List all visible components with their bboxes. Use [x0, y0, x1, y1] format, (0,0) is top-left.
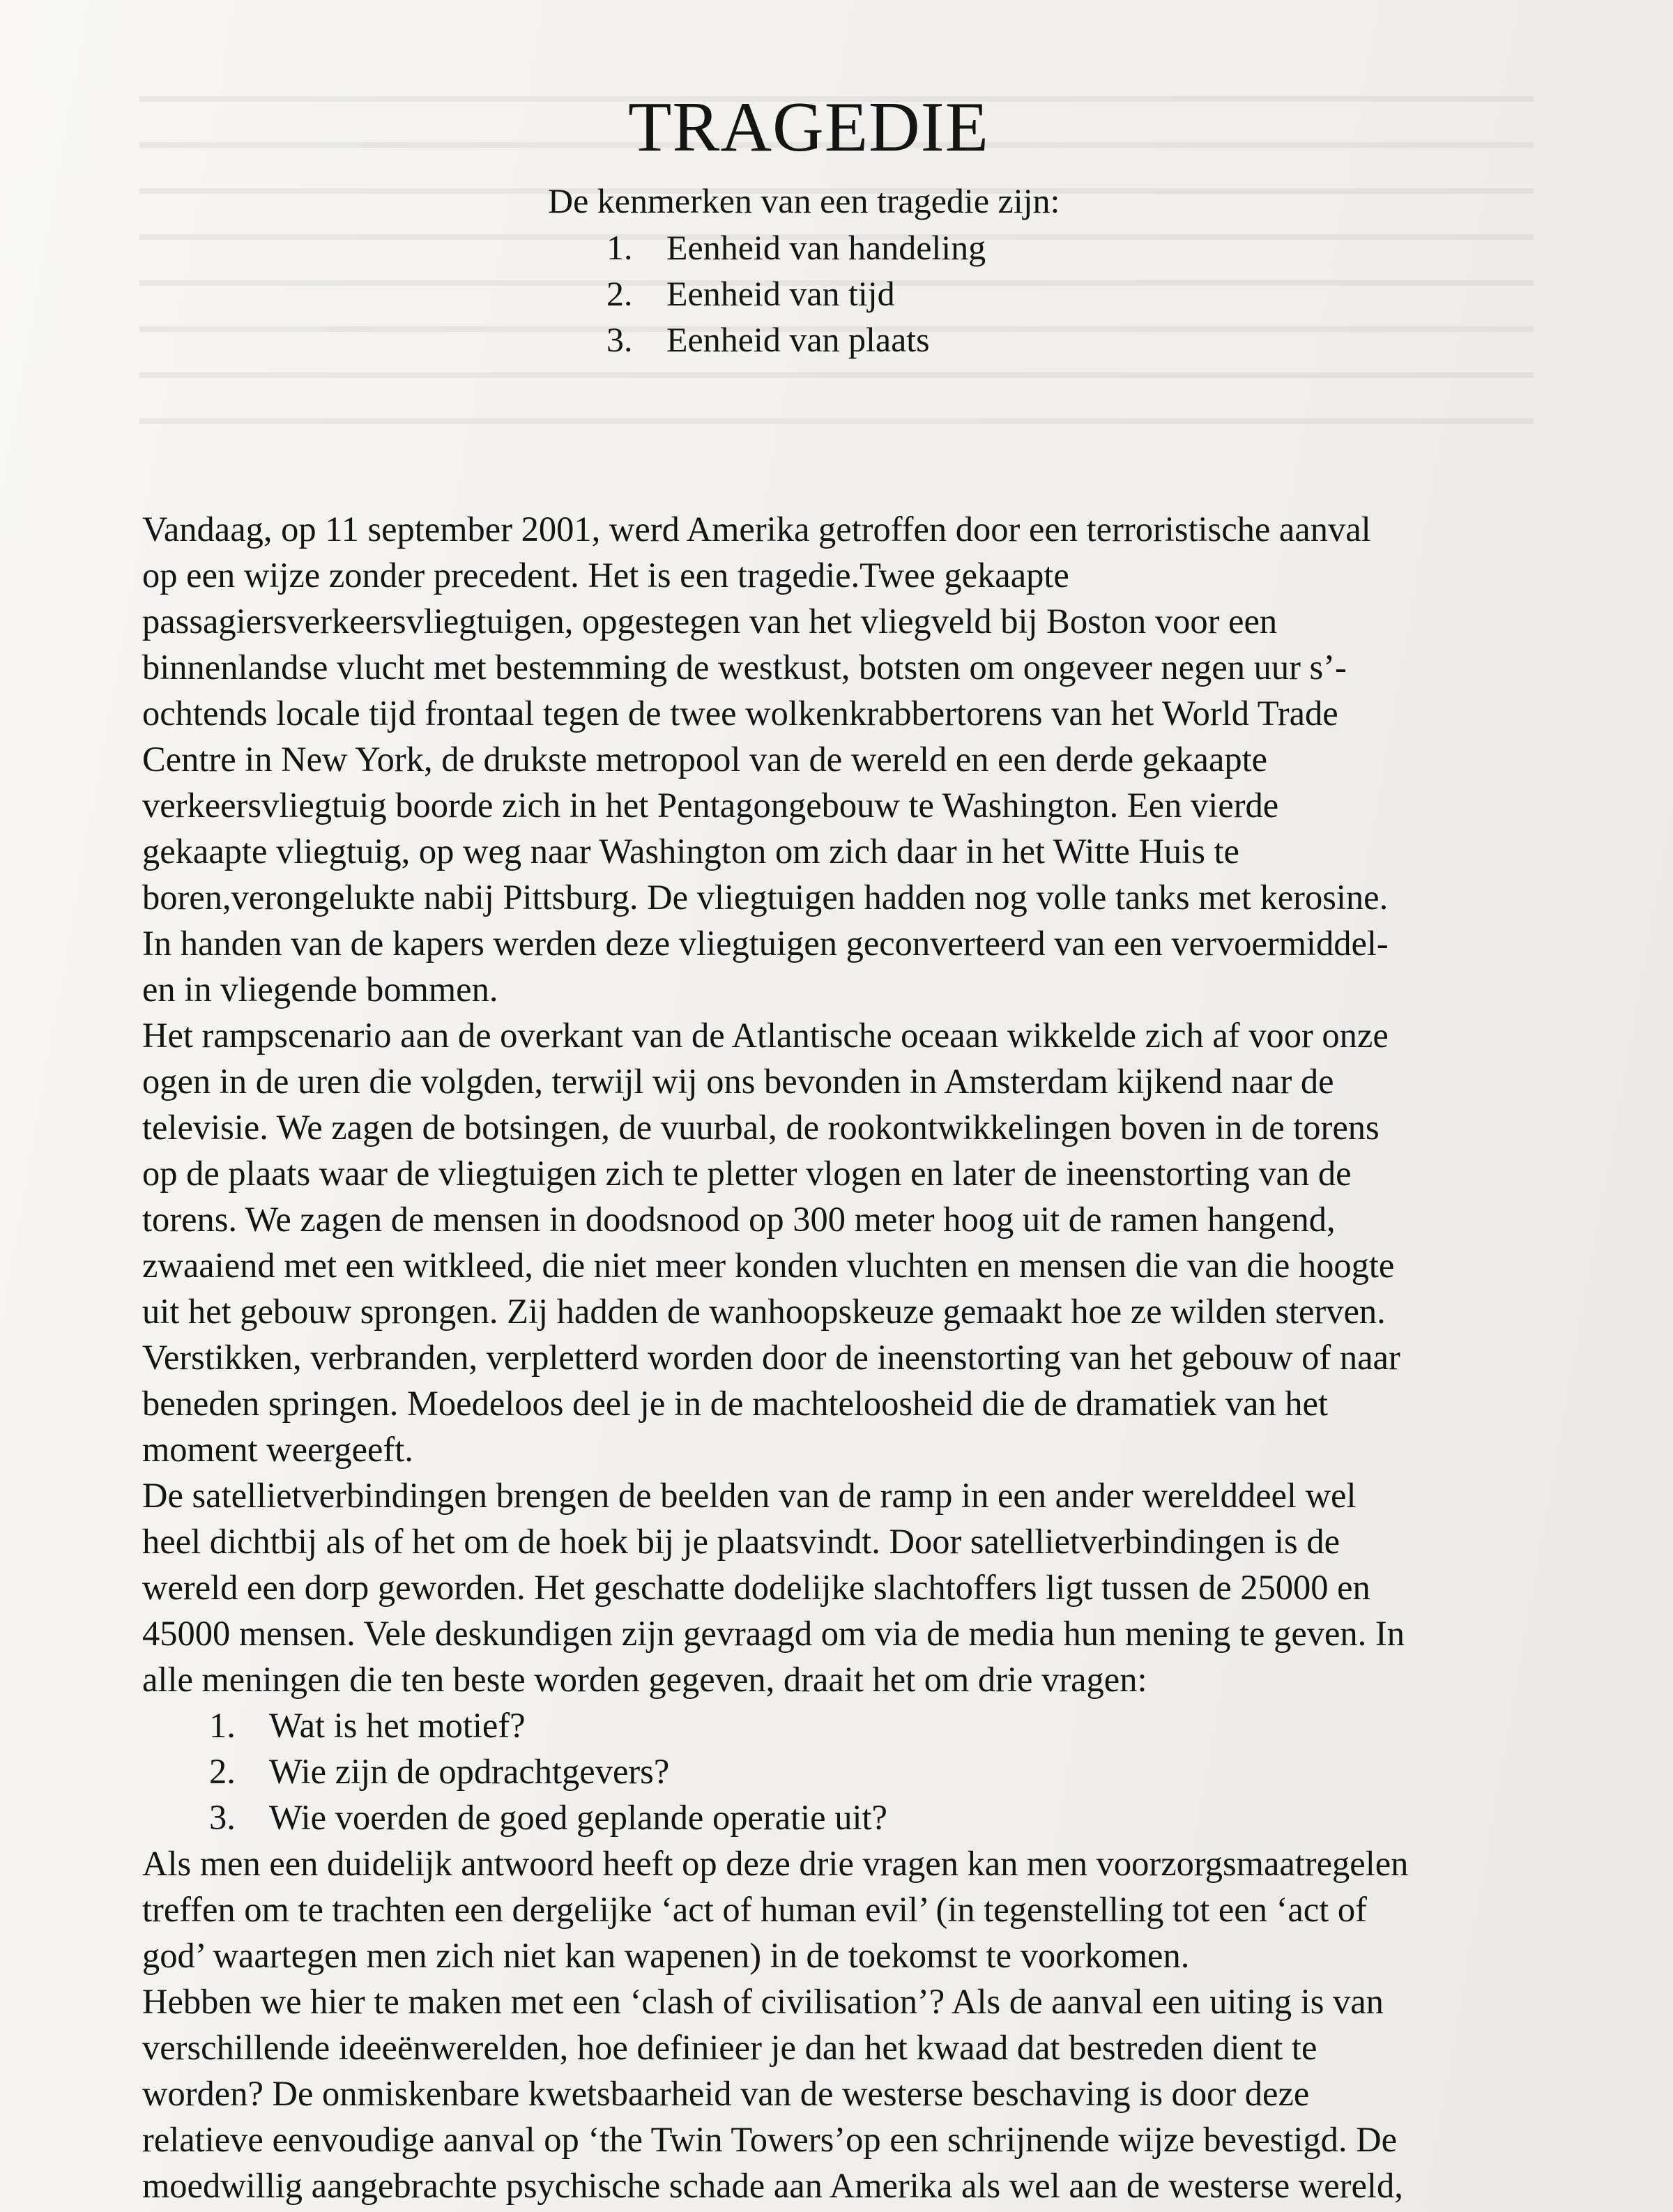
question-item: [142, 1702, 1578, 1748]
list-text: Eenheid van handeling: [666, 228, 986, 267]
body-line: worden? De onmiskenbare kwetsbaarheid van de westerse beschaving is door deze: [142, 2074, 1310, 2113]
list-number: 2.: [606, 274, 633, 313]
list-text: Wie voerden de goed geplande operatie uit?: [269, 1798, 887, 1837]
body-line: beneden springen. Moedeloos deel je in de machteloosheid die de dramatiek van het: [142, 1384, 1328, 1423]
body-line: op de plaats waar de vliegtuigen zich te pletter vlogen en later de ineenstorting van de: [142, 1154, 1352, 1193]
list-text: Wat is het motief?: [269, 1706, 526, 1745]
body-line: In handen van de kapers werden deze vliegtuigen geconverteerd van een vervoermiddel-: [142, 924, 1389, 963]
body-line: verkeersvliegtuig boorde zich in het Pentagongebouw te Washington. Een vierde: [142, 786, 1279, 825]
body-line: moedwillig aangebrachte psychische schade aan Amerika als wel aan de westerse wereld,: [142, 2166, 1403, 2205]
characteristic-item: [606, 270, 986, 316]
question-item: [142, 1794, 1578, 1840]
body-line: binnenlandse vlucht met bestemming de westkust, botsten om ongeveer negen uur s’-: [142, 648, 1347, 687]
intro-text: De kenmerken van een tragedie zijn:: [548, 181, 1060, 220]
list-number: 3.: [606, 320, 633, 359]
body-line: en in vliegende bommen.: [142, 970, 498, 1009]
body-line: alle meningen die ten beste worden gegeven, draait het om drie vragen:: [142, 1660, 1147, 1699]
body-line: gekaapte vliegtuig, op weg naar Washington om zich daar in het Witte Huis te: [142, 832, 1239, 871]
list-number: 1.: [606, 228, 633, 267]
body-line: op een wijze zonder precedent. Het is een tragedie.Twee gekaapte: [142, 556, 1069, 595]
characteristic-item: [606, 224, 986, 270]
body-line: wereld een dorp geworden. Het geschatte dodelijke slachtoffers ligt tussen de 25000 en: [142, 1568, 1370, 1607]
body-line: ochtends locale tijd frontaal tegen de twee wolkenkrabbertorens van het World Trade: [142, 694, 1338, 733]
list-number: 3.: [209, 1798, 236, 1837]
list-number: 2.: [209, 1752, 236, 1791]
question-item: [142, 1748, 1578, 1794]
body-line: Centre in New York, de drukste metropool van de wereld en een derde gekaapte: [142, 740, 1268, 779]
body-line: Als men een duidelijk antwoord heeft op deze drie vragen kan men voorzorgsmaatregelen: [142, 1844, 1409, 1883]
body-line: 45000 mensen. Vele deskundigen zijn gevraagd om via de media hun mening te geven. In: [142, 1614, 1405, 1653]
characteristics-list: [606, 224, 986, 363]
list-text: Eenheid van plaats: [666, 320, 930, 359]
page-title: TRAGEDIE: [628, 88, 989, 167]
body-line: relatieve eenvoudige aanval op ‘the Twin Towers’op een schrijnende wijze bevestigd. De: [142, 2120, 1397, 2159]
body-line: Hebben we hier te maken met een ‘clash of civilisation’? Als de aanval een uiting is van: [142, 1982, 1384, 2021]
body-line: televisie. We zagen de botsingen, de vuurbal, de rookontwikkelingen boven in de torens: [142, 1108, 1380, 1147]
body-line: De satellietverbindingen brengen de beelden van de ramp in een ander werelddeel wel: [142, 1476, 1357, 1515]
body-line: ogen in de uren die volgden, terwijl wij ons bevonden in Amsterdam kijkend naar de: [142, 1062, 1334, 1101]
body-line: boren,verongelukte nabij Pittsburg. De vliegtuigen hadden nog volle tanks met kerosine.: [142, 878, 1389, 917]
body-line: heel dichtbij als of het om de hoek bij je plaatsvindt. Door satellietverbindingen is de: [142, 1522, 1340, 1561]
body-line: zwaaiend met een witkleed, die niet meer konden vluchten en mensen die van die hoogte: [142, 1246, 1395, 1285]
body-line: passagiersverkeersvliegtuigen, opgestegen van het vliegveld bij Boston voor een: [142, 602, 1278, 641]
body-line: uit het gebouw sprongen. Zij hadden de wanhoopskeuze gemaakt hoe ze wilden sterven.: [142, 1292, 1386, 1331]
body-line: moment weergeeft.: [142, 1430, 413, 1469]
body-line: verschillende ideeënwerelden, hoe definieer je dan het kwaad dat bestreden dient te: [142, 2028, 1317, 2067]
body-line: Vandaag, op 11 september 2001, werd Amerika getroffen door een terroristische aanval: [142, 510, 1371, 549]
body-line: Het rampscenario aan de overkant van de Atlantische oceaan wikkelde zich af voor onze: [142, 1016, 1389, 1055]
body-line: Verstikken, verbranden, verpletterd worden door de ineenstorting van het gebouw of naar: [142, 1338, 1400, 1377]
list-number: 1.: [209, 1706, 236, 1745]
article-body: [142, 506, 1578, 2209]
characteristic-item: [606, 316, 986, 363]
list-text: Eenheid van tijd: [666, 274, 895, 313]
list-text: Wie zijn de opdrachtgevers?: [269, 1752, 670, 1791]
body-line: treffen om te trachten een dergelijke ‘act of human evil’ (in tegenstelling tot een ‘act of: [142, 1890, 1367, 1929]
body-line: god’ waartegen men zich niet kan wapenen) in de toekomst te voorkomen.: [142, 1936, 1190, 1975]
body-line: torens. We zagen de mensen in doodsnood op 300 meter hoog uit de ramen hangend,: [142, 1200, 1336, 1239]
